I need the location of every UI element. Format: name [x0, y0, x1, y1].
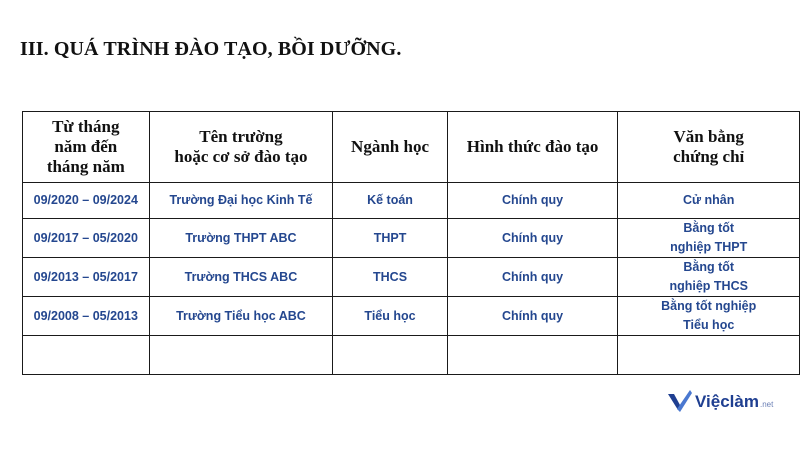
cell-line: 09/2017 – 05/2020 — [33, 230, 138, 245]
header-line: Ngành học — [351, 137, 429, 156]
header-period — [23, 112, 150, 183]
logo-wordmark: Việclàm — [695, 392, 759, 411]
table-row — [23, 258, 800, 297]
table-row — [23, 219, 800, 258]
cell-school — [149, 219, 333, 258]
table-row — [23, 336, 800, 375]
cell-period — [23, 219, 150, 258]
cell-line: nghiệp THCS — [669, 279, 748, 293]
cell-line: Trường Tiểu học ABC — [176, 308, 306, 323]
cell-study-mode — [447, 336, 618, 375]
cell-line: Kế toán — [367, 193, 413, 207]
cell-period — [23, 258, 150, 297]
cell-period — [23, 336, 150, 375]
cell-line: nghiệp THPT — [670, 240, 748, 254]
cell-line: 09/2020 – 09/2024 — [33, 193, 138, 207]
cell-line: Bằng tốt — [683, 260, 735, 274]
cell-school — [149, 183, 333, 219]
cell-line: Chính quy — [502, 193, 564, 207]
cell-line: Chính quy — [502, 308, 564, 323]
header-line: tháng năm — [46, 157, 125, 176]
header-line: Văn bằng — [673, 127, 744, 146]
cell-degree — [618, 219, 800, 258]
table-header-row — [23, 112, 800, 183]
cell-period — [23, 297, 150, 336]
cell-major — [333, 183, 447, 219]
cell-major — [333, 297, 447, 336]
header-major — [333, 112, 447, 183]
cell-major — [333, 336, 447, 375]
header-line: năm đến — [54, 137, 118, 156]
cell-line: THCS — [373, 269, 408, 284]
cell-major — [333, 219, 447, 258]
cell-degree — [618, 336, 800, 375]
cell-study-mode — [447, 219, 618, 258]
cell-line: Bằng tốt nghiệp — [661, 299, 757, 313]
header-degree — [618, 112, 800, 183]
cell-line: Trường Đại học Kinh Tế — [169, 193, 313, 207]
vieclam-logo[interactable] — [668, 390, 773, 412]
cell-major — [333, 258, 447, 297]
cell-line: 09/2013 – 05/2017 — [33, 269, 138, 284]
cell-study-mode — [447, 297, 618, 336]
cell-study-mode — [447, 258, 618, 297]
cell-line: Tiểu học — [683, 318, 735, 332]
logo-suffix: .net — [759, 400, 774, 409]
header-line: Từ tháng — [52, 117, 120, 136]
education-table — [22, 111, 800, 375]
cell-line: Chính quy — [502, 230, 564, 245]
header-study-mode — [447, 112, 618, 183]
table-row — [23, 297, 800, 336]
cell-line: THPT — [373, 230, 407, 245]
header-line: Hình thức đào tạo — [466, 137, 599, 156]
cell-school — [149, 258, 333, 297]
cell-line: Trường THPT ABC — [185, 230, 297, 245]
cell-line: Trường THCS ABC — [184, 269, 298, 284]
checkmark-logo-icon — [668, 390, 692, 412]
cell-period — [23, 183, 150, 219]
header-line: chứng chỉ — [673, 147, 745, 166]
cell-school — [149, 336, 333, 375]
cell-line: Bằng tốt — [683, 221, 735, 235]
header-line: Tên trường — [199, 127, 283, 146]
cell-degree — [618, 258, 800, 297]
header-line: hoặc cơ sở đào tạo — [174, 147, 308, 166]
cell-line: Tiểu học — [364, 308, 416, 323]
cell-line: Chính quy — [502, 269, 564, 284]
cell-study-mode — [447, 183, 618, 219]
table-row — [23, 183, 800, 219]
header-school — [149, 112, 333, 183]
cell-degree — [618, 297, 800, 336]
cell-line: Cử nhân — [682, 193, 735, 207]
cell-line: 09/2008 – 05/2013 — [33, 308, 138, 323]
section-title: III. QUÁ TRÌNH ĐÀO TẠO, BỒI DƯỠNG. — [20, 38, 402, 60]
cell-degree — [618, 183, 800, 219]
cell-school — [149, 297, 333, 336]
